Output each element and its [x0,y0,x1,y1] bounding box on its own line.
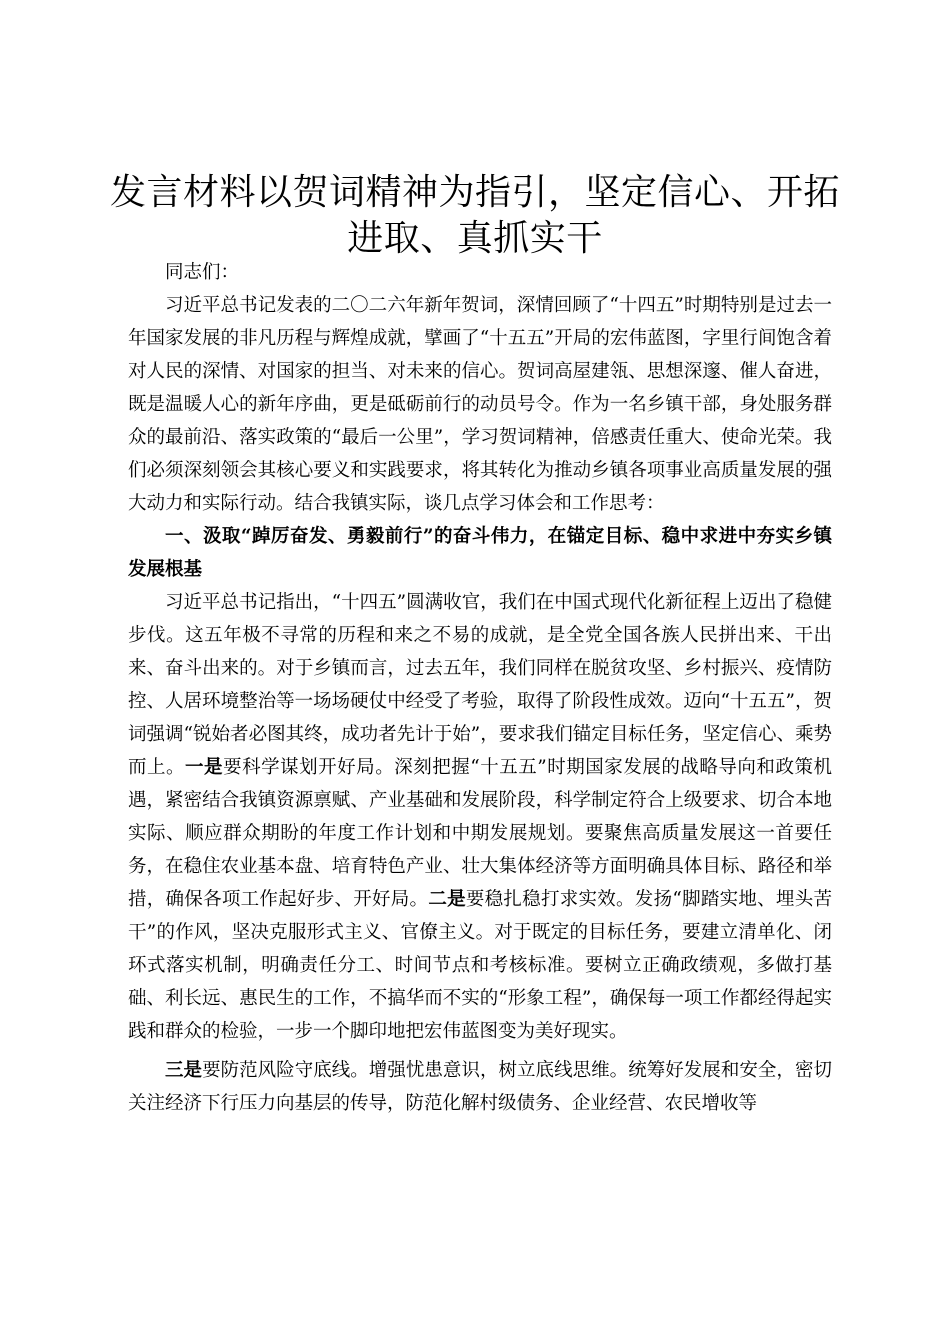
document-title: 发言材料以贺词精神为指引，坚定信心、开拓进取、真抓实干 [110,172,841,259]
document-body [128,256,832,1120]
section-paragraph [128,1054,832,1120]
point-label: 一是 [185,757,224,778]
point-label: 三是 [165,1060,203,1081]
point-text: 要科学谋划开好局。深刻把握“十五五”时期国家发展的战略导向和政策机遇，紧密结合我镇资源禀赋、产业基础和发展阶段，科学制定符合上级要求、切合本地实际、顺应群众期盼的年度工作计划和中期发展规划。要聚焦高质量发展这一首要任务，在稳住农业基本盘、培育特色产业、壮大集体经济等方面明确具体目标、路径和举措，确保各项工作起好步、开好局。 [128,757,832,910]
section-heading: 一、汲取“踔厉奋发、勇毅前行”的奋斗伟力，在锚定目标、稳中求进中夯实乡镇发展根基 [128,526,832,580]
section-paragraph [128,586,832,1048]
point-text: 要稳扎稳打求实效。发扬“脚踏实地、埋头苦干”的作风，坚决克服形式主义、官僚主义。对于既定的目标任务，要建立清单化、闭环式落实机制，明确责任分工、时间节点和考核标准。要树立正确政绩观，多做打基础、利长远、惠民生的工作，不搞华而不实的“形象工程”，确保每一项工作都经得起实践和群众的检验，一步一个脚印地把宏伟蓝图变为美好现实。 [128,889,832,1042]
point-text: 要防范风险守底线。增强忧患意识，树立底线思维。统筹好发展和安全，密切关注经济下行压力向基层的传导，防范化解村级债务、企业经营、农民增收等 [128,1060,832,1114]
section-paragraph-text: 习近平总书记指出，“十四五”圆满收官，我们在中国式现代化新征程上迈出了稳健步伐。这五年极不寻常的历程和来之不易的成就，是全党全国各族人民拼出来、干出来、奋斗出来的。对于乡镇而言，过去五年，我们同样在脱贫攻坚、乡村振兴、疫情防控、人居环境整治等一场场硬仗中经受了考验，取得了阶段性成效。迈向“十五五”，贺词强调“锐始者必图其终，成功者先计于始”，要求我们锚定目标任务，坚定信心、乘势而上。 [128,592,832,778]
point-label: 二是 [428,889,466,910]
intro-paragraph: 习近平总书记发表的二〇二六年新年贺词，深情回顾了“十四五”时期特别是过去一年国家发展的非凡历程与辉煌成就，擘画了“十五五”开局的宏伟蓝图，字里行间饱含着对人民的深情、对国家的担当、对未来的信心。贺词高屋建瓴、思想深邃、催人奋进，既是温暖人心的新年序曲，更是砥砺前行的动员号令。作为一名乡镇干部，身处服务群众的最前沿、落实政策的“最后一公里”，学习贺词精神，倍感责任重大、使命光荣。我们必须深刻领会其核心要义和实践要求，将其转化为推动乡镇各项事业高质量发展的强大动力和实际行动。结合我镇实际，谈几点学习体会和工作思考： [128,295,832,514]
salutation: 同志们： [165,262,240,283]
